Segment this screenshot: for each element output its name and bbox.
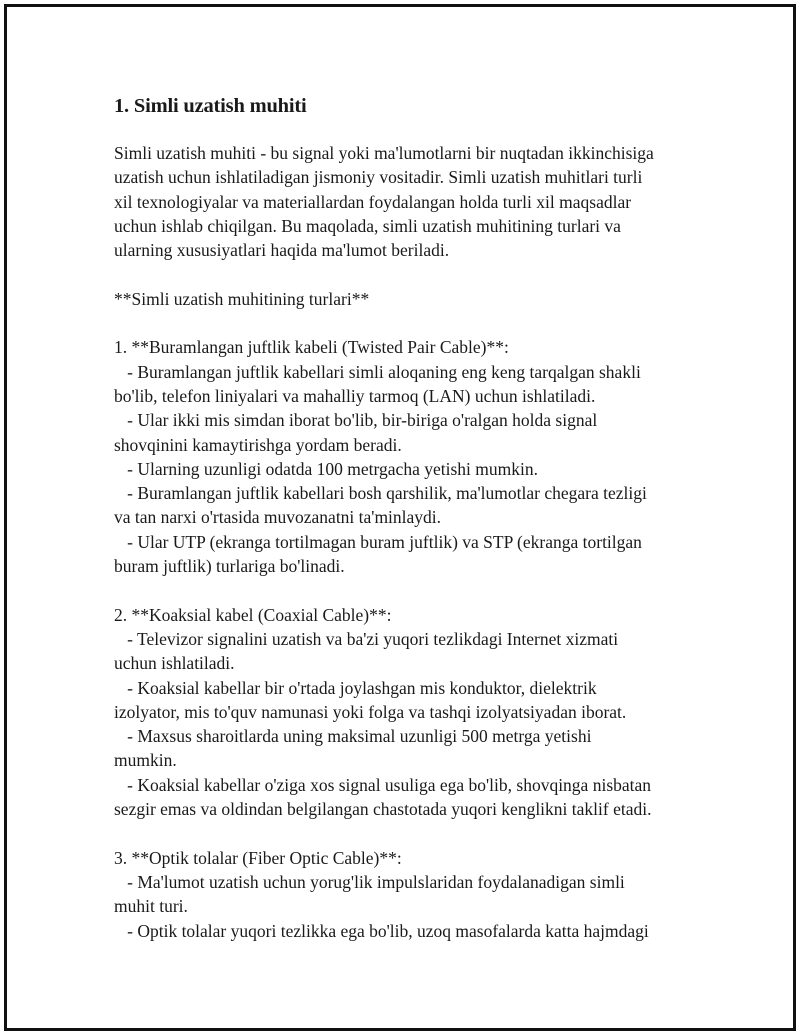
text-line: bo'lib, telefon liniyalari va mahalliy tarmoq (LAN) uchun ishlatiladi. bbox=[114, 385, 596, 406]
blank-line bbox=[114, 578, 714, 602]
text-line: 3. **Optik tolalar (Fiber Optic Cable)**: bbox=[114, 847, 402, 868]
text-line: **Simli uzatish muhitining turlari** bbox=[114, 288, 370, 309]
text-line: - Ma'lumot uzatish uchun yorug'lik impulslaridan foydalanadigan simli bbox=[114, 871, 625, 892]
text-line: uzatish uchun ishlatiladigan jismoniy vositadir. Simli uzatish muhitlari turli bbox=[114, 167, 643, 188]
document-body bbox=[114, 88, 714, 943]
text-line: xil texnologiyalar va materiallardan foydalangan holda turli xil maqsadlar bbox=[114, 191, 632, 212]
text-line: - Buramlangan juftlik kabellari simli aloqaning eng keng tarqalgan shakli bbox=[114, 361, 641, 382]
text-line: 2. **Koaksial kabel (Coaxial Cable)**: bbox=[114, 604, 392, 625]
text-line: - Buramlangan juftlik kabellari bosh qarshilik, ma'lumotlar chegara tezligi bbox=[114, 483, 647, 504]
text-line: uchun ishlab chiqilgan. Bu maqolada, simli uzatish muhitining turlari va bbox=[114, 215, 621, 236]
text-line: - Ular UTP (ekranga tortilmagan buram juftlik) va STP (ekranga tortilgan bbox=[114, 531, 642, 552]
text-line: muhit turi. bbox=[114, 896, 188, 917]
text-line: shovqinini kamaytirishga yordam beradi. bbox=[114, 434, 402, 455]
text-line: - Koaksial kabellar o'ziga xos signal usuliga ega bo'lib, shovqinga nisbatan bbox=[114, 774, 652, 795]
text-line: - Televizor signalini uzatish va ba'zi yuqori tezlikdagi Internet xizmati bbox=[114, 628, 619, 649]
blank-line bbox=[114, 311, 714, 335]
text-line: buram juftlik) turlariga bo'linadi. bbox=[114, 556, 345, 577]
text-line: sezgir emas va oldindan belgilangan chastotada yuqori kenglikni taklif etadi. bbox=[114, 799, 652, 820]
text-line: - Koaksial kabellar bir o'rtada joylashgan mis konduktor, dielektrik bbox=[114, 677, 597, 698]
text-line: - Maxsus sharoitlarda uning maksimal uzunligi 500 metrga yetishi bbox=[114, 726, 592, 747]
text-line: - Ular ikki mis simdan iborat bo'lib, bir-biriga o'ralgan holda signal bbox=[114, 410, 598, 431]
text-line: - Ularning uzunligi odatda 100 metrgacha yetishi mumkin. bbox=[114, 458, 538, 479]
text-line: ularning xususiyatlari haqida ma'lumot beriladi. bbox=[114, 240, 450, 261]
text-line: 1. **Buramlangan juftlik kabeli (Twisted Pair Cable)**: bbox=[114, 337, 509, 358]
body-text bbox=[114, 141, 714, 943]
text-line: Simli uzatish muhiti - bu signal yoki ma'lumotlarni bir nuqtadan ikkinchisiga bbox=[114, 143, 654, 163]
text-line: mumkin. bbox=[114, 750, 177, 771]
text-line: izolyator, mis to'quv namunasi yoki folga va tashqi izolyatsiyadan iborat. bbox=[114, 701, 627, 722]
text-line: va tan narxi o'rtasida muvozanatni ta'minlaydi. bbox=[114, 507, 442, 528]
blank-line bbox=[114, 262, 714, 286]
blank-line bbox=[114, 821, 714, 845]
section-heading: 1. Simli uzatish muhiti bbox=[114, 95, 307, 117]
text-line: - Optik tolalar yuqori tezlikka ega bo'lib, uzoq masofalarda katta hajmdagi bbox=[114, 920, 649, 941]
text-line: uchun ishlatiladi. bbox=[114, 653, 235, 674]
